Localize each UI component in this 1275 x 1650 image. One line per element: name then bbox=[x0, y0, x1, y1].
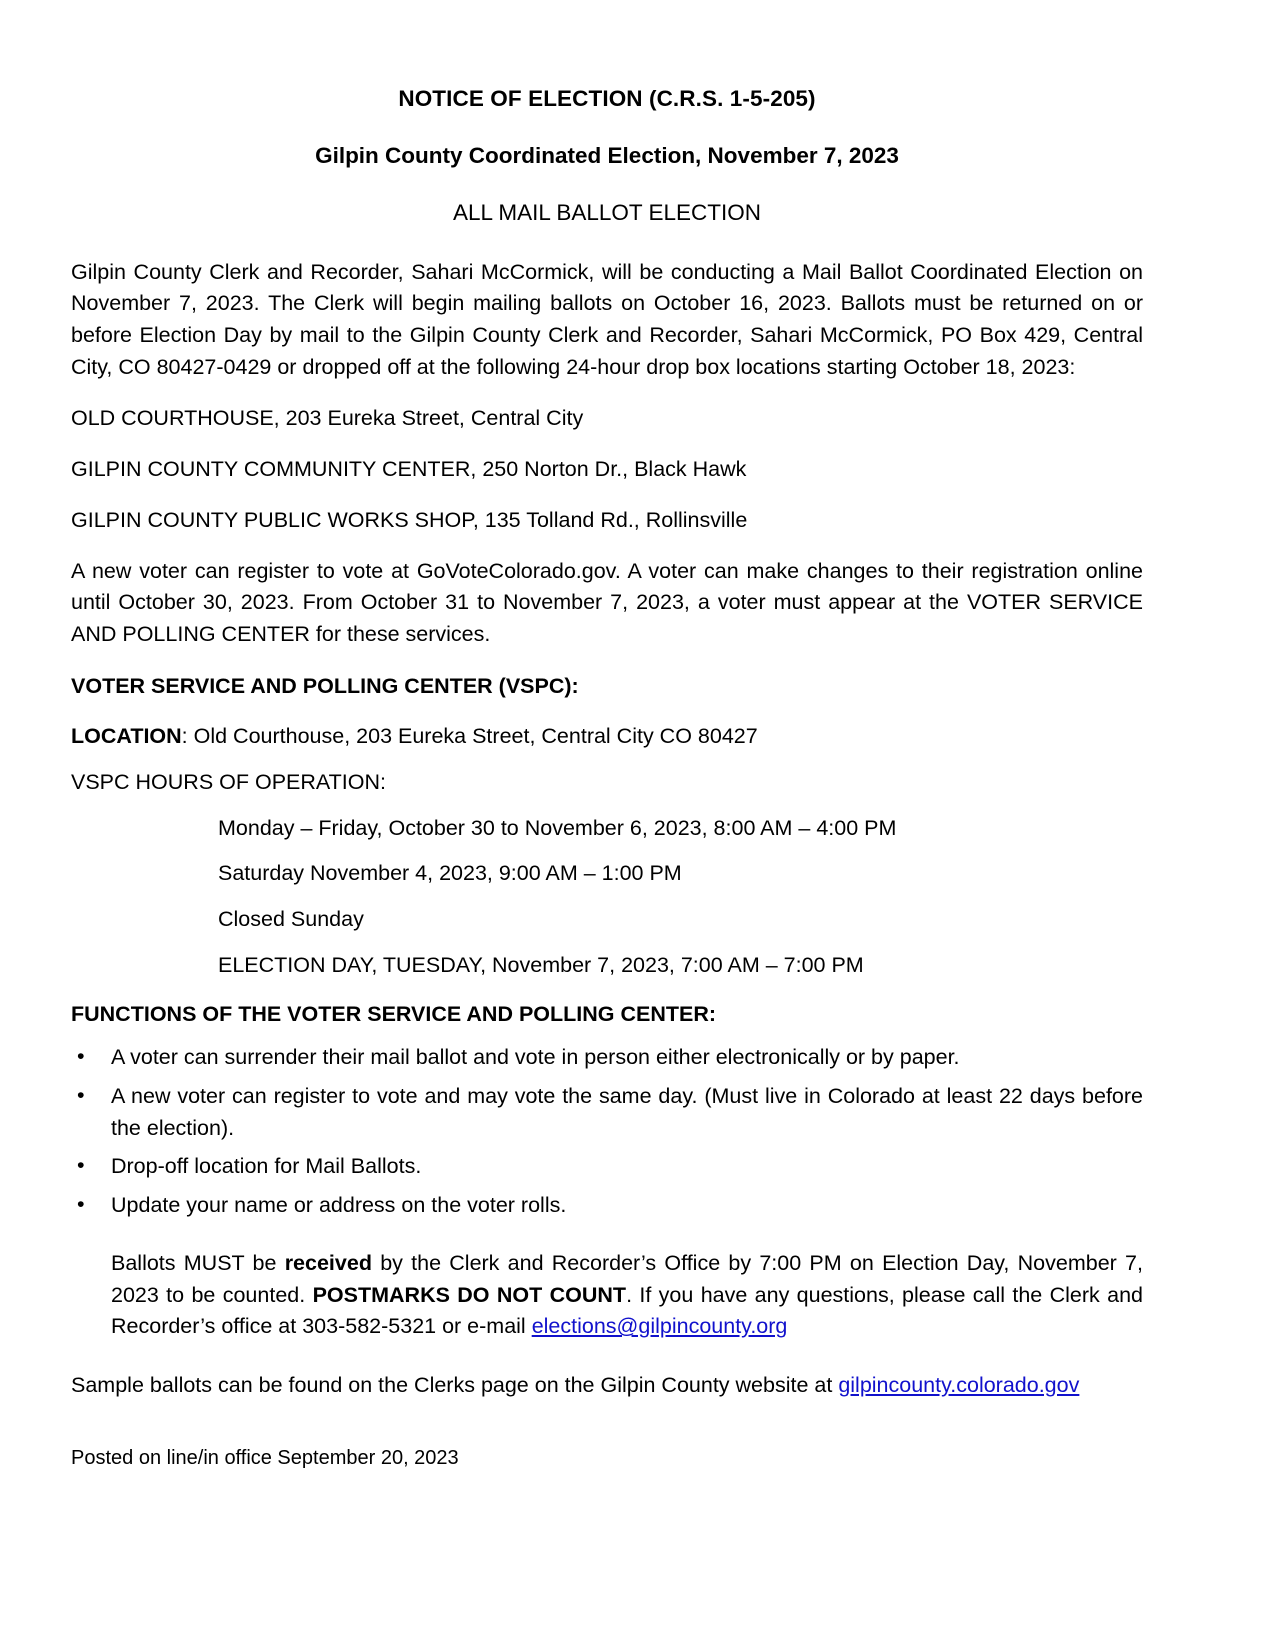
bullet-icon: • bbox=[77, 1192, 85, 1217]
sample-ballots-paragraph bbox=[71, 1370, 1143, 1402]
closing-part-2: by the Clerk and Recorder’s Office by 7:00 PM on Election Day, November 7, 2023 to be counted. bbox=[111, 1250, 1143, 1307]
vspc-hours-election-day: ELECTION DAY, TUESDAY, November 7, 2023, 7:00 AM – 7:00 PM bbox=[218, 952, 864, 977]
closing-part-1: Ballots MUST be bbox=[111, 1250, 285, 1275]
vspc-hours-saturday: Saturday November 4, 2023, 9:00 AM – 1:00 PM bbox=[218, 861, 682, 886]
closing-paragraph bbox=[111, 1248, 1143, 1343]
vspc-location-label: LOCATION bbox=[71, 724, 182, 749]
closing-block bbox=[71, 1248, 1143, 1343]
sample-ballots-text: Sample ballots can be found on the Clerks page on the Gilpin County website at bbox=[71, 1372, 839, 1397]
drop-box-location-2: GILPIN COUNTY COMMUNITY CENTER, 250 Norton Dr., Black Hawk bbox=[71, 457, 747, 482]
closing-bold-received: received bbox=[284, 1250, 372, 1275]
intro-paragraph: Gilpin County Clerk and Recorder, Sahari McCormick, will be conducting a Mail Ballot Coordinated Election on November 7, 2023. The Clerk will begin mailing ballots on October 16, 2023. Ballots must be returned on or before Election Day by mail to the Gilpin County Clerk and Recorder, Sahari McCormick, PO Box 429, Central City, CO 80427-0429 or dropped off at the following 24-hour drop box locations starting October 18, 2023: bbox=[71, 259, 1143, 379]
list-item bbox=[71, 1042, 1143, 1074]
list-item bbox=[71, 1190, 1143, 1222]
bullet-icon: • bbox=[77, 1083, 85, 1107]
document-content bbox=[71, 86, 1143, 1473]
drop-box-location-1: OLD COURTHOUSE, 203 Eureka Street, Central City bbox=[71, 406, 584, 431]
functions-list bbox=[71, 1042, 1143, 1222]
drop-box-location-3: GILPIN COUNTY PUBLIC WORKS SHOP, 135 Tolland Rd., Rollinsville bbox=[71, 507, 748, 532]
page-title-ballot-type: ALL MAIL BALLOT ELECTION bbox=[452, 200, 762, 226]
page-title-election: Gilpin County Coordinated Election, November 7, 2023 bbox=[315, 142, 899, 168]
list-item-label: Update your name or address on the voter rolls. bbox=[111, 1193, 567, 1218]
vspc-hours-sunday: Closed Sunday bbox=[218, 907, 364, 932]
vspc-hours-heading: VSPC HOURS OF OPERATION: bbox=[71, 770, 386, 795]
vspc-location bbox=[71, 721, 1143, 753]
bullet-icon: • bbox=[77, 1044, 85, 1069]
page-title-notice: NOTICE OF ELECTION (C.R.S. 1-5-205) bbox=[398, 86, 816, 111]
closing-part-3: . If you have any questions, please call the Clerk and Recorder’s office at 303-582-5321 or e-mail bbox=[111, 1282, 1143, 1339]
vspc-hours-weekday: Monday – Friday, October 30 to November 6, 2023, 8:00 AM – 4:00 PM bbox=[218, 815, 897, 840]
vspc-location-value: : Old Courthouse, 203 Eureka Street, Central City CO 80427 bbox=[181, 724, 758, 749]
closing-bold-postmarks: POSTMARKS DO NOT COUNT bbox=[312, 1282, 627, 1307]
list-item-label: A new voter can register to vote and may vote the same day. (Must live in Colorado at least 22 days before the election). bbox=[111, 1084, 1143, 1140]
posted-date: Posted on line/in office September 20, 2023 bbox=[71, 1446, 459, 1469]
sample-ballots-block bbox=[71, 1370, 1143, 1402]
bullet-icon: • bbox=[77, 1153, 85, 1178]
registration-paragraph: A new voter can register to vote at GoVoteColorado.gov. A voter can make changes to their registration online until October 30, 2023. From October 31 to November 7, 2023, a voter must appear at the VOTER SERVICE AND POLLING CENTER for these services. bbox=[71, 558, 1143, 646]
list-item bbox=[71, 1151, 1143, 1183]
website-link[interactable]: gilpincounty.colorado.gov bbox=[838, 1372, 1080, 1397]
vspc-section-heading: VOTER SERVICE AND POLLING CENTER (VSPC): bbox=[71, 673, 579, 698]
list-item-label: A voter can surrender their mail ballot and vote in person either electronically or by paper. bbox=[111, 1045, 960, 1070]
functions-heading: FUNCTIONS OF THE VOTER SERVICE AND POLLING CENTER: bbox=[71, 1001, 717, 1026]
vspc-hours-list bbox=[71, 813, 1143, 982]
list-item bbox=[71, 1081, 1143, 1144]
list-item-label: Drop-off location for Mail Ballots. bbox=[111, 1154, 422, 1179]
email-link[interactable]: elections@gilpincounty.org bbox=[531, 1314, 788, 1339]
